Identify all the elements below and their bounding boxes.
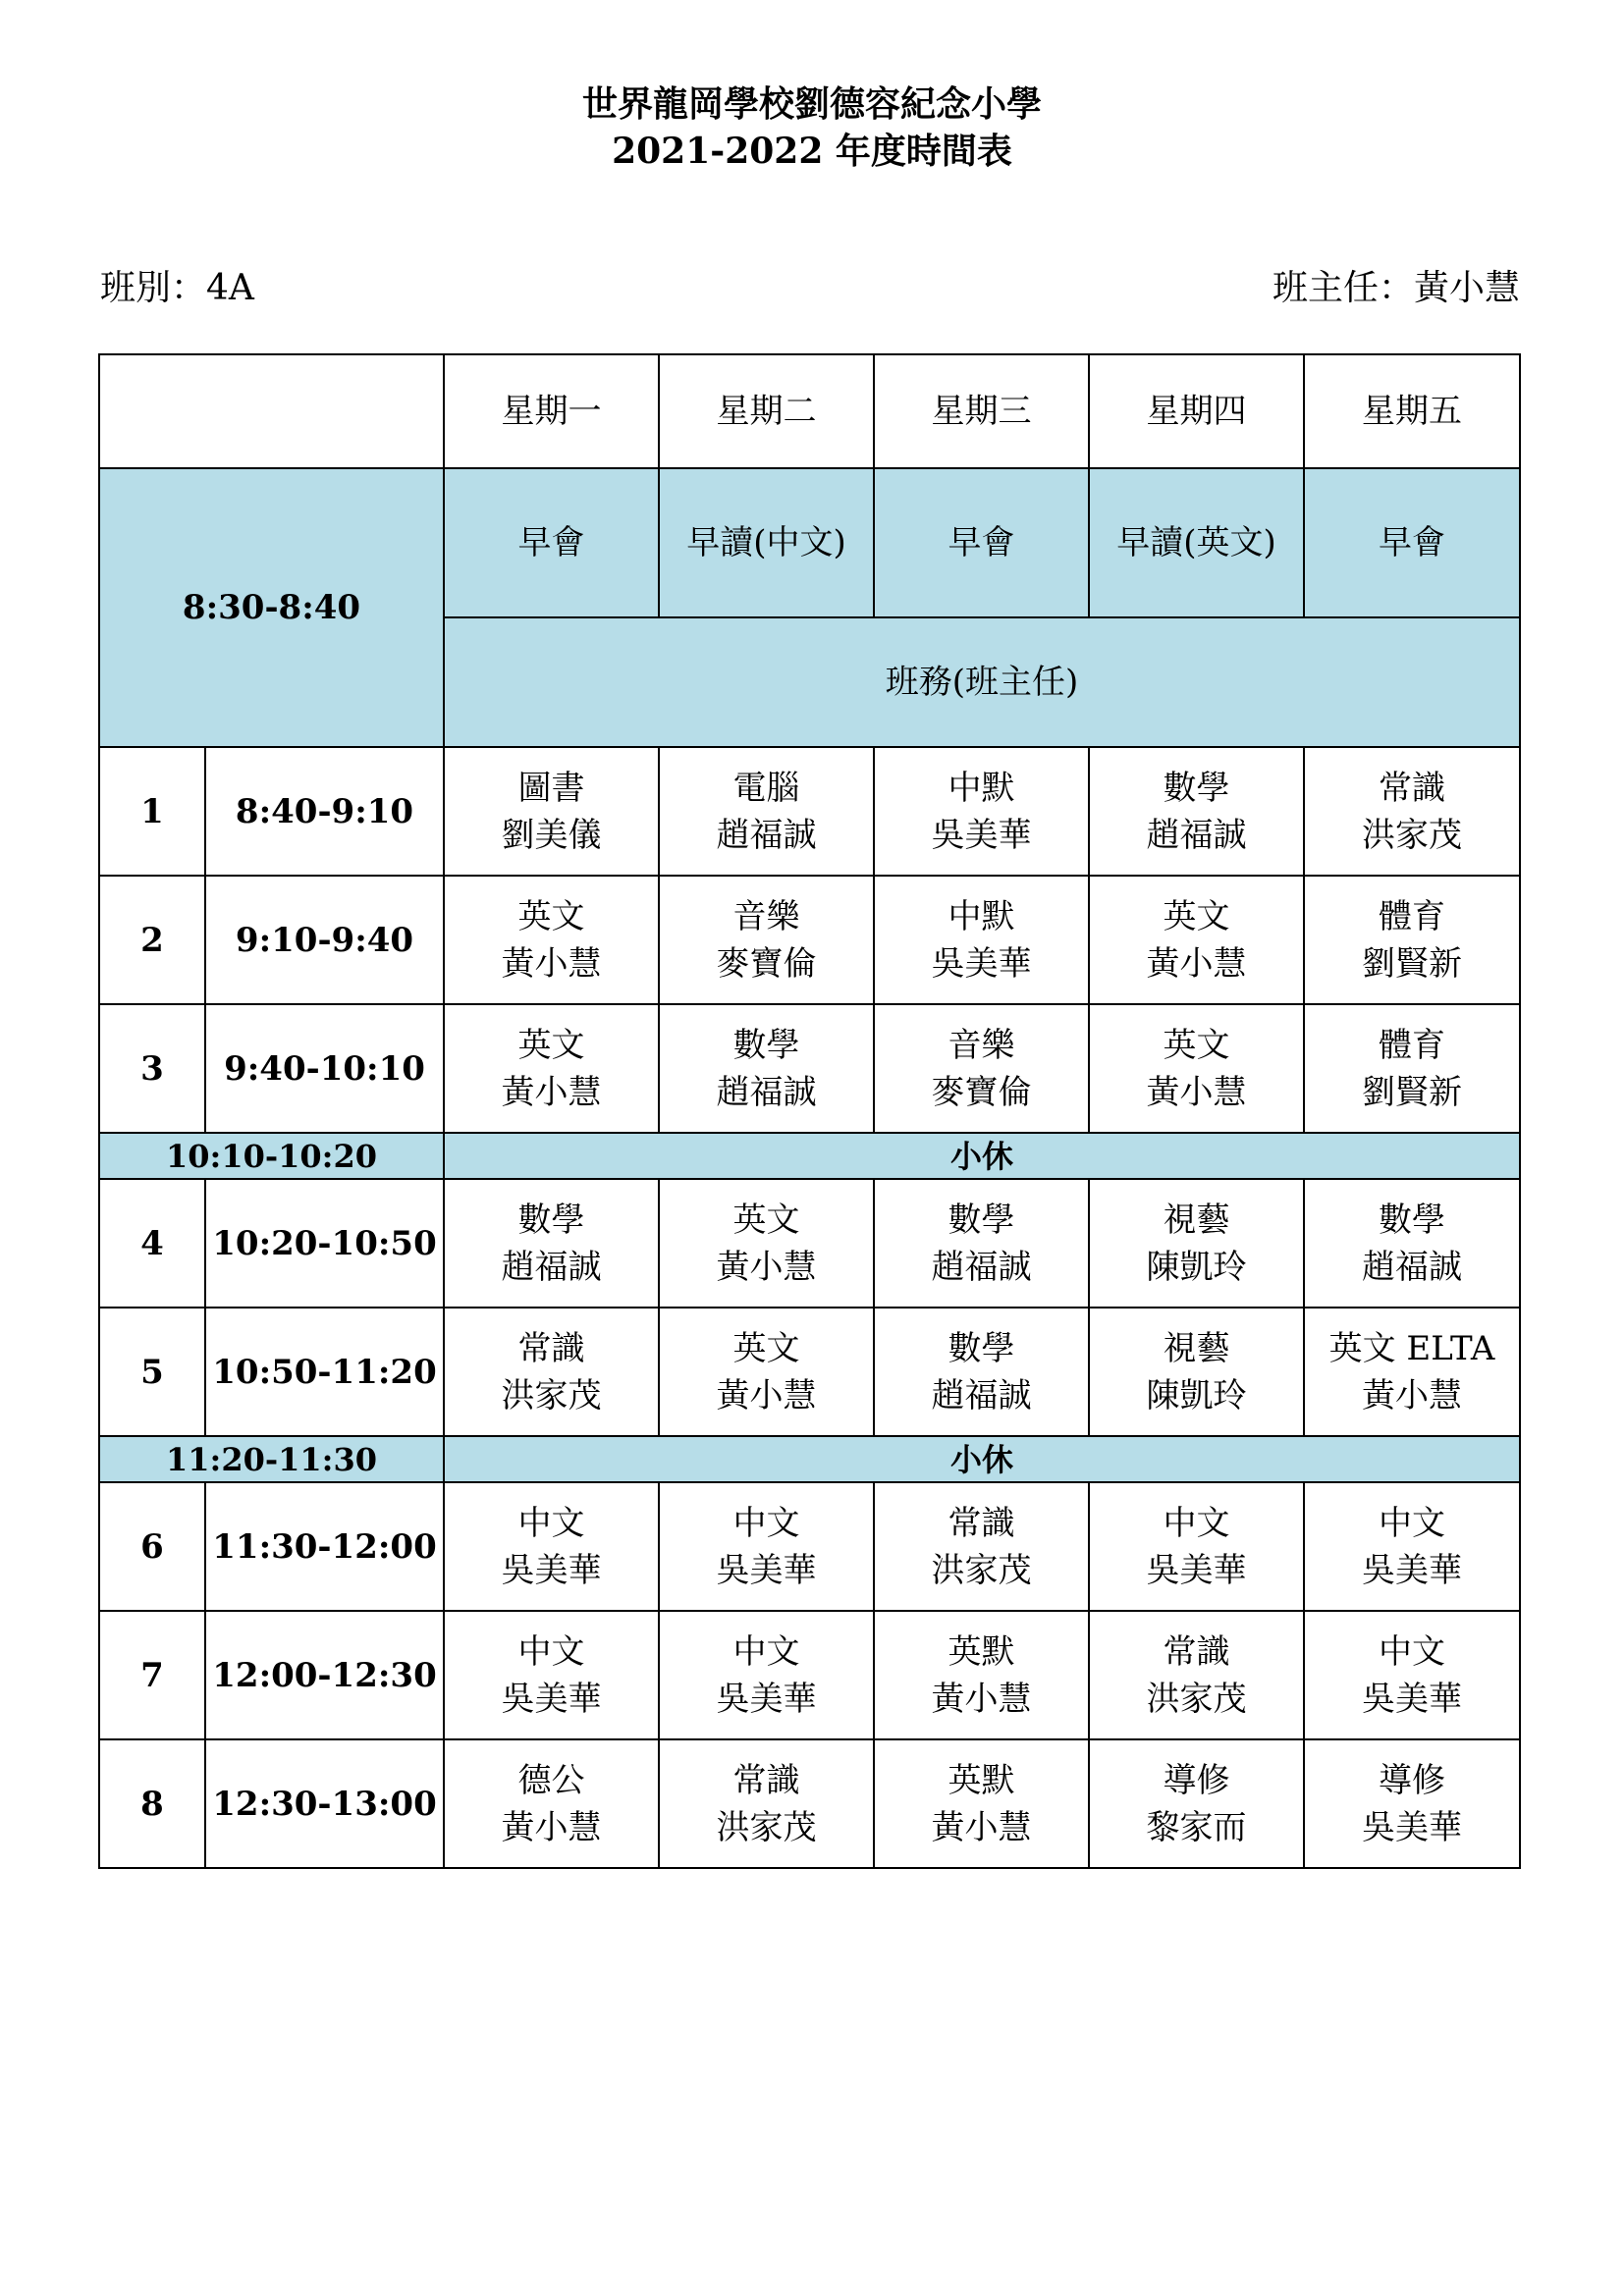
subject-name: 中文 [1163,1503,1230,1543]
morning-activity: 早會 [444,468,659,617]
lesson-cell [659,1739,874,1868]
period-time: 12:00-12:30 [205,1611,444,1739]
lesson-cell [659,1611,874,1739]
teacher-name: 洪家茂 [1362,815,1462,855]
lesson-row [99,1739,1520,1868]
subject-name: 視藝 [1163,1328,1230,1368]
lesson-cell [1304,1482,1520,1611]
break-time: 10:10-10:20 [99,1133,444,1179]
class-affairs: 班務(班主任) [444,617,1520,747]
teacher-name: 趙福誠 [1362,1247,1462,1287]
period-number: 3 [99,1004,205,1133]
teacher-name: 黃小慧 [501,1072,602,1112]
lesson-cell [444,1179,659,1308]
subject-name: 體育 [1379,896,1445,936]
period-number: 8 [99,1739,205,1868]
teacher-name: 黃小慧 [716,1375,817,1415]
class-label: 班別：4A [100,268,254,308]
teacher-name: 麥寶倫 [931,1072,1032,1112]
subject-name: 常識 [732,1760,800,1800]
subject-name: 數學 [947,1328,1015,1368]
teacher-name: 趙福誠 [501,1247,602,1287]
period-time: 11:30-12:00 [205,1482,444,1611]
teacher-name: 趙福誠 [1146,815,1247,855]
lesson-cell [1089,1482,1304,1611]
teacher-name: 吳美華 [1362,1679,1462,1719]
teacher-name: 吳美華 [501,1550,602,1590]
subject-name: 中默 [947,768,1015,808]
lesson-cell [874,1179,1089,1308]
lesson-cell [444,1308,659,1436]
period-time: 9:40-10:10 [205,1004,444,1133]
corner-cell [99,354,444,468]
teacher-name: 吳美華 [1362,1550,1462,1590]
lesson-cell [1089,1004,1304,1133]
day-header: 星期一 [444,354,659,468]
teacher-name: 洪家茂 [931,1550,1032,1590]
header-row [99,354,1520,468]
lesson-cell [659,1004,874,1133]
class-teacher-label: 班主任：黃小慧 [1272,268,1520,308]
period-time: 12:30-13:00 [205,1739,444,1868]
break-row [99,1133,1520,1179]
lesson-cell [659,1482,874,1611]
lesson-cell [874,1739,1089,1868]
lesson-row [99,876,1520,1004]
lesson-cell [1304,1179,1520,1308]
subject-name: 視藝 [1163,1200,1230,1240]
teacher-name: 吳美華 [931,815,1032,855]
lesson-cell [659,876,874,1004]
lesson-cell [874,1482,1089,1611]
subject-name: 常識 [1379,768,1445,808]
morning-activity: 早會 [1304,468,1520,617]
lesson-cell [444,1004,659,1133]
break-row [99,1436,1520,1482]
morning-activity: 早讀(英文) [1089,468,1304,617]
teacher-name: 吳美華 [716,1679,817,1719]
teacher-name: 黃小慧 [1362,1375,1462,1415]
lesson-cell [1304,1739,1520,1868]
subject-name: 常識 [1163,1631,1230,1672]
subject-name: 數學 [1379,1200,1445,1240]
subject-name: 數學 [947,1200,1015,1240]
teacher-name: 劉賢新 [1362,943,1462,984]
lesson-cell [1304,747,1520,876]
subject-name: 中文 [517,1631,585,1672]
teacher-name: 劉美儀 [501,815,602,855]
timetable [98,353,1521,1869]
subject-name: 導修 [1379,1760,1445,1800]
timetable-title: 2021-2022 年度時間表 [612,131,1012,172]
subject-name: 英文 [732,1200,800,1240]
subject-name: 英文 [517,1025,585,1065]
teacher-name: 黃小慧 [931,1679,1032,1719]
lesson-cell [874,1308,1089,1436]
day-header: 星期五 [1304,354,1520,468]
day-header: 星期二 [659,354,874,468]
lesson-row [99,1482,1520,1611]
period-time: 9:10-9:40 [205,876,444,1004]
period-number: 4 [99,1179,205,1308]
teacher-name: 劉賢新 [1362,1072,1462,1112]
subject-name: 數學 [517,1200,585,1240]
teacher-name: 趙福誠 [931,1375,1032,1415]
subject-name: 音樂 [732,896,800,936]
teacher-name: 吳美華 [1362,1807,1462,1847]
morning-activity: 早會 [874,468,1089,617]
teacher-name: 黃小慧 [716,1247,817,1287]
lesson-cell [874,1004,1089,1133]
teacher-name: 洪家茂 [501,1375,602,1415]
teacher-name: 吳美華 [1146,1550,1247,1590]
lesson-row [99,1004,1520,1133]
lesson-cell [1304,1611,1520,1739]
lesson-cell [1089,1611,1304,1739]
subject-name: 常識 [517,1328,585,1368]
period-time: 10:50-11:20 [205,1308,444,1436]
teacher-name: 黃小慧 [931,1807,1032,1847]
lesson-cell [659,1179,874,1308]
subject-name: 常識 [947,1503,1015,1543]
lesson-cell [874,1611,1089,1739]
lesson-row [99,1611,1520,1739]
morning-time: 8:30-8:40 [99,468,444,747]
teacher-name: 陳凱玲 [1146,1375,1247,1415]
teacher-name: 吳美華 [931,943,1032,984]
lesson-row [99,1179,1520,1308]
teacher-name: 吳美華 [501,1679,602,1719]
break-time: 11:20-11:30 [99,1436,444,1482]
morning-activity: 早讀(中文) [659,468,874,617]
teacher-name: 黃小慧 [501,943,602,984]
lesson-cell [1089,1308,1304,1436]
lesson-cell [1089,1739,1304,1868]
subject-name: 中文 [517,1503,585,1543]
subject-name: 英文 [732,1328,800,1368]
teacher-name: 趙福誠 [716,815,817,855]
teacher-name: 吳美華 [716,1550,817,1590]
school-name: 世界龍岡學校劉德容紀念小學 [581,83,1042,125]
subject-name: 英文 [1163,1025,1230,1065]
subject-name: 英默 [947,1760,1015,1800]
teacher-name: 黎家而 [1146,1807,1247,1847]
period-number: 6 [99,1482,205,1611]
subject-name: 德公 [517,1760,585,1800]
day-header: 星期三 [874,354,1089,468]
lesson-cell [444,876,659,1004]
teacher-name: 黃小慧 [1146,943,1247,984]
teacher-name: 陳凱玲 [1146,1247,1247,1287]
break-label: 小休 [444,1436,1520,1482]
lesson-cell [444,747,659,876]
subject-name: 電腦 [732,768,800,808]
teacher-name: 洪家茂 [716,1807,817,1847]
subject-name: 英文 [517,896,585,936]
subject-name: 中文 [1379,1631,1445,1672]
lesson-cell [1304,876,1520,1004]
subject-name: 音樂 [947,1025,1015,1065]
teacher-name: 黃小慧 [501,1807,602,1847]
day-header: 星期四 [1089,354,1304,468]
period-time: 8:40-9:10 [205,747,444,876]
lesson-cell [444,1611,659,1739]
morning-row [99,468,1520,617]
subject-name: 中默 [947,896,1015,936]
lesson-row [99,1308,1520,1436]
lesson-cell [1089,876,1304,1004]
teacher-name: 麥寶倫 [716,943,817,984]
teacher-name: 黃小慧 [1146,1072,1247,1112]
period-number: 5 [99,1308,205,1436]
period-time: 10:20-10:50 [205,1179,444,1308]
period-number: 7 [99,1611,205,1739]
teacher-name: 趙福誠 [931,1247,1032,1287]
lesson-cell [659,1308,874,1436]
lesson-cell [874,876,1089,1004]
lesson-cell [874,747,1089,876]
teacher-name: 趙福誠 [716,1072,817,1112]
lesson-cell [659,747,874,876]
lesson-cell [1304,1004,1520,1133]
subject-name: 體育 [1379,1025,1445,1065]
lesson-cell [1089,1179,1304,1308]
subject-name: 英默 [947,1631,1015,1672]
period-number: 2 [99,876,205,1004]
teacher-name: 洪家茂 [1146,1679,1247,1719]
lesson-cell [1089,747,1304,876]
subject-name: 中文 [732,1631,800,1672]
subject-name: 導修 [1163,1760,1230,1800]
subject-name: 數學 [1163,768,1230,808]
break-label: 小休 [444,1133,1520,1179]
period-number: 1 [99,747,205,876]
subject-name: 中文 [1379,1503,1445,1543]
lesson-row [99,747,1520,876]
subject-name: 中文 [732,1503,800,1543]
subject-name: 英文 ELTA [1328,1328,1495,1368]
lesson-cell [444,1739,659,1868]
lesson-cell [444,1482,659,1611]
subject-name: 數學 [732,1025,800,1065]
subject-name: 圖書 [517,768,585,808]
subject-name: 英文 [1163,896,1230,936]
lesson-cell [1304,1308,1520,1436]
